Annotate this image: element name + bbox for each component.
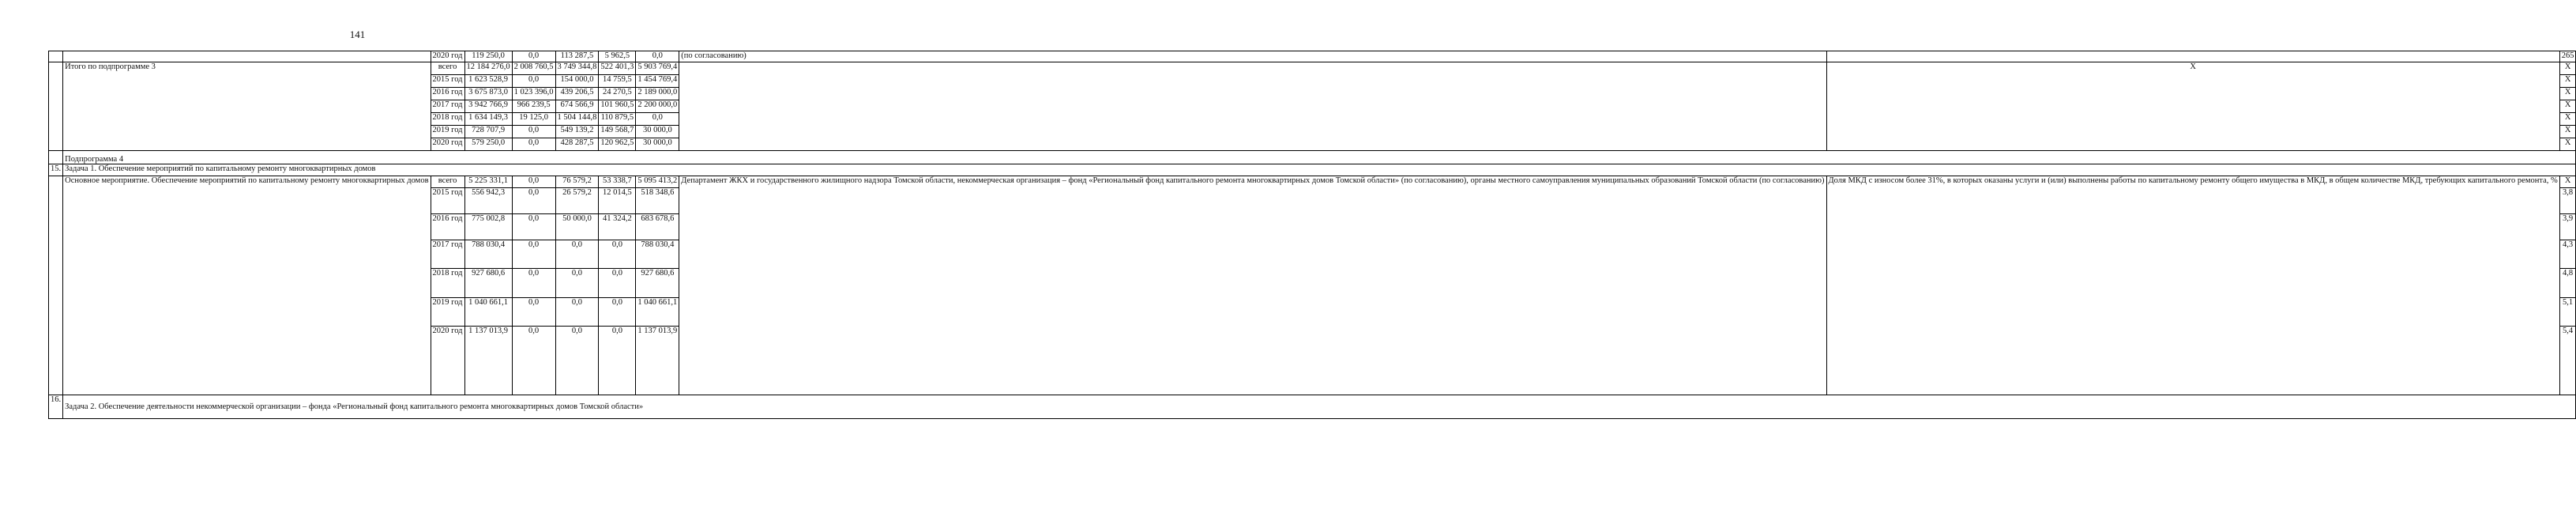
extra-cell: 0,0 [636,51,679,62]
regional-cell: 76 579,2 [555,176,599,188]
num-cell [49,151,63,164]
extra-cell: 5 903 769,4 [636,62,679,75]
year-cell: 2020 год [431,138,464,151]
year-cell: всего [431,62,464,75]
value-cell: Х [2559,100,2576,113]
local-cell: 101 960,5 [599,100,636,113]
table-row [49,51,2576,62]
regional-cell: 0,0 [555,240,599,269]
extra-cell: 30 000,0 [636,138,679,151]
extra-cell: 2 189 000,0 [636,88,679,100]
total-cell: 3 942 766,9 [464,100,512,113]
subprogram4-title: Подпрограмма 4 [63,151,2576,164]
regional-cell: 428 287,5 [555,138,599,151]
total-cell: 579 250,0 [464,138,512,151]
year-cell: всего [431,176,464,188]
federal-cell: 0,0 [512,269,555,298]
total-cell: 927 680,6 [464,269,512,298]
year-cell: 2015 год [431,75,464,88]
local-cell: 0,0 [599,240,636,269]
total-cell: 119 250,0 [464,51,512,62]
num-cell [49,51,63,62]
federal-cell: 966 239,5 [512,100,555,113]
regional-cell: 0,0 [555,327,599,395]
num-cell [49,62,63,151]
value-cell: Х [2559,113,2576,126]
executor-cell: Департамент ЖКХ и государственного жилищного надзора Томской области, некоммерческая организация – фонд «Региональный фонд капитального ремонта многоквартирных домов Томской области» (по согласованию), органы местного самоуправления муниципальных образований Томской области (по согласованию) [679,176,1826,395]
year-cell: 2018 год [431,113,464,126]
federal-cell: 0,0 [512,214,555,240]
total-cell: 1 137 013,9 [464,327,512,395]
total-cell: 775 002,8 [464,214,512,240]
federal-cell: 0,0 [512,51,555,62]
regional-cell: 1 504 144,8 [555,113,599,126]
value-cell: 5,4 [2559,327,2576,395]
total-cell: 12 184 276,0 [464,62,512,75]
year-cell: 2020 год [431,327,464,395]
table-row [49,151,2576,164]
local-cell: 53 338,7 [599,176,636,188]
local-cell: 41 324,2 [599,214,636,240]
extra-cell: 5 095 413,2 [636,176,679,188]
value-cell: Х [2559,75,2576,88]
federal-cell: 2 008 760,5 [512,62,555,75]
total-cell: 728 707,9 [464,126,512,138]
federal-cell: 0,0 [512,75,555,88]
value-cell: 4,3 [2559,240,2576,269]
regional-cell: 549 139,2 [555,126,599,138]
extra-cell: 1 137 013,9 [636,327,679,395]
regional-cell: 154 000,0 [555,75,599,88]
total-cell: 1 040 661,1 [464,298,512,327]
year-cell: 2019 год [431,298,464,327]
total-cell: 556 942,3 [464,188,512,214]
local-cell: 120 962,5 [599,138,636,151]
value-cell: 3,8 [2559,188,2576,214]
value-cell: Х [2559,138,2576,151]
extra-cell: 0,0 [636,113,679,126]
table-row [49,62,2576,75]
task-number: 16. [49,395,63,419]
regional-cell: 0,0 [555,298,599,327]
extra-cell: 927 680,6 [636,269,679,298]
federal-cell: 19 125,0 [512,113,555,126]
value-cell: 4,8 [2559,269,2576,298]
page-number: 141 [349,28,366,40]
federal-cell: 0,0 [512,240,555,269]
total-cell: 788 030,4 [464,240,512,269]
value-cell: Х [2559,176,2576,188]
federal-cell: 0,0 [512,188,555,214]
local-cell: 24 270,5 [599,88,636,100]
federal-cell: 1 023 396,0 [512,88,555,100]
extra-cell: 518 348,6 [636,188,679,214]
indicator-cell [1826,51,2559,62]
value-cell: 5,1 [2559,298,2576,327]
year-cell: 2017 год [431,240,464,269]
federal-cell: 0,0 [512,126,555,138]
regional-cell: 113 287,5 [555,51,599,62]
value-cell: 265 [2559,51,2576,62]
year-cell: 2020 год [431,51,464,62]
year-cell: 2016 год [431,214,464,240]
year-cell: 2017 год [431,100,464,113]
year-cell: 2019 год [431,126,464,138]
num-cell [49,176,63,395]
value-cell: Х [2559,126,2576,138]
table-row [49,164,2576,176]
total-cell: 1 623 528,9 [464,75,512,88]
local-cell: 14 759,5 [599,75,636,88]
task-number: 15. [49,164,63,176]
extra-cell: 2 200 000,0 [636,100,679,113]
local-cell: 110 879,5 [599,113,636,126]
regional-cell: 439 206,5 [555,88,599,100]
total-cell: 3 675 873,0 [464,88,512,100]
local-cell: 0,0 [599,269,636,298]
local-cell: 149 568,7 [599,126,636,138]
federal-cell: 0,0 [512,298,555,327]
main-event-title: Основное мероприятие. Обеспечение мероприятий по капитальному ремонту многоквартирных домов [63,176,431,395]
local-cell: 0,0 [599,327,636,395]
regional-cell: 50 000,0 [555,214,599,240]
extra-cell: 30 000,0 [636,126,679,138]
title-cell [63,51,431,62]
indicator-cell: Х [1826,62,2559,151]
local-cell: 12 014,5 [599,188,636,214]
extra-cell: 683 678,6 [636,214,679,240]
value-cell: Х [2559,62,2576,75]
total-cell: 1 634 149,3 [464,113,512,126]
executor-cell: (по согласованию) [679,51,1826,62]
extra-cell: 1 040 661,1 [636,298,679,327]
regional-cell: 3 749 344,8 [555,62,599,75]
subprogram3-title: Итого по подпрограмме 3 [63,62,431,151]
executor-cell [679,62,1826,151]
table-row [49,395,2576,419]
value-cell: 3,9 [2559,214,2576,240]
total-cell: 5 225 331,1 [464,176,512,188]
local-cell: 0,0 [599,298,636,327]
regional-cell: 674 566,9 [555,100,599,113]
local-cell: 522 401,3 [599,62,636,75]
extra-cell: 1 454 769,4 [636,75,679,88]
extra-cell: 788 030,4 [636,240,679,269]
local-cell: 5 962,5 [599,51,636,62]
year-cell: 2018 год [431,269,464,298]
regional-cell: 0,0 [555,269,599,298]
federal-cell: 0,0 [512,176,555,188]
task2-title: Задача 2. Обеспечение деятельности некоммерческой организации – фонда «Региональный фонд капитального ремонта многоквартирных домов Томской области» [63,395,2576,419]
year-cell: 2015 год [431,188,464,214]
table-row [49,176,2576,188]
budget-table [48,51,2576,419]
indicator-cell: Доля МКД с износом более 31%, в которых оказаны услуги и (или) выполнены работы по капитальному ремонту общего имущества в МКД, в общем количестве МКД, требующих капитального ремонта, % [1826,176,2559,395]
federal-cell: 0,0 [512,327,555,395]
value-cell: Х [2559,88,2576,100]
year-cell: 2016 год [431,88,464,100]
federal-cell: 0,0 [512,138,555,151]
regional-cell: 26 579,2 [555,188,599,214]
task1-title: Задача 1. Обеспечение мероприятий по капитальному ремонту многоквартирных домов [63,164,2576,176]
